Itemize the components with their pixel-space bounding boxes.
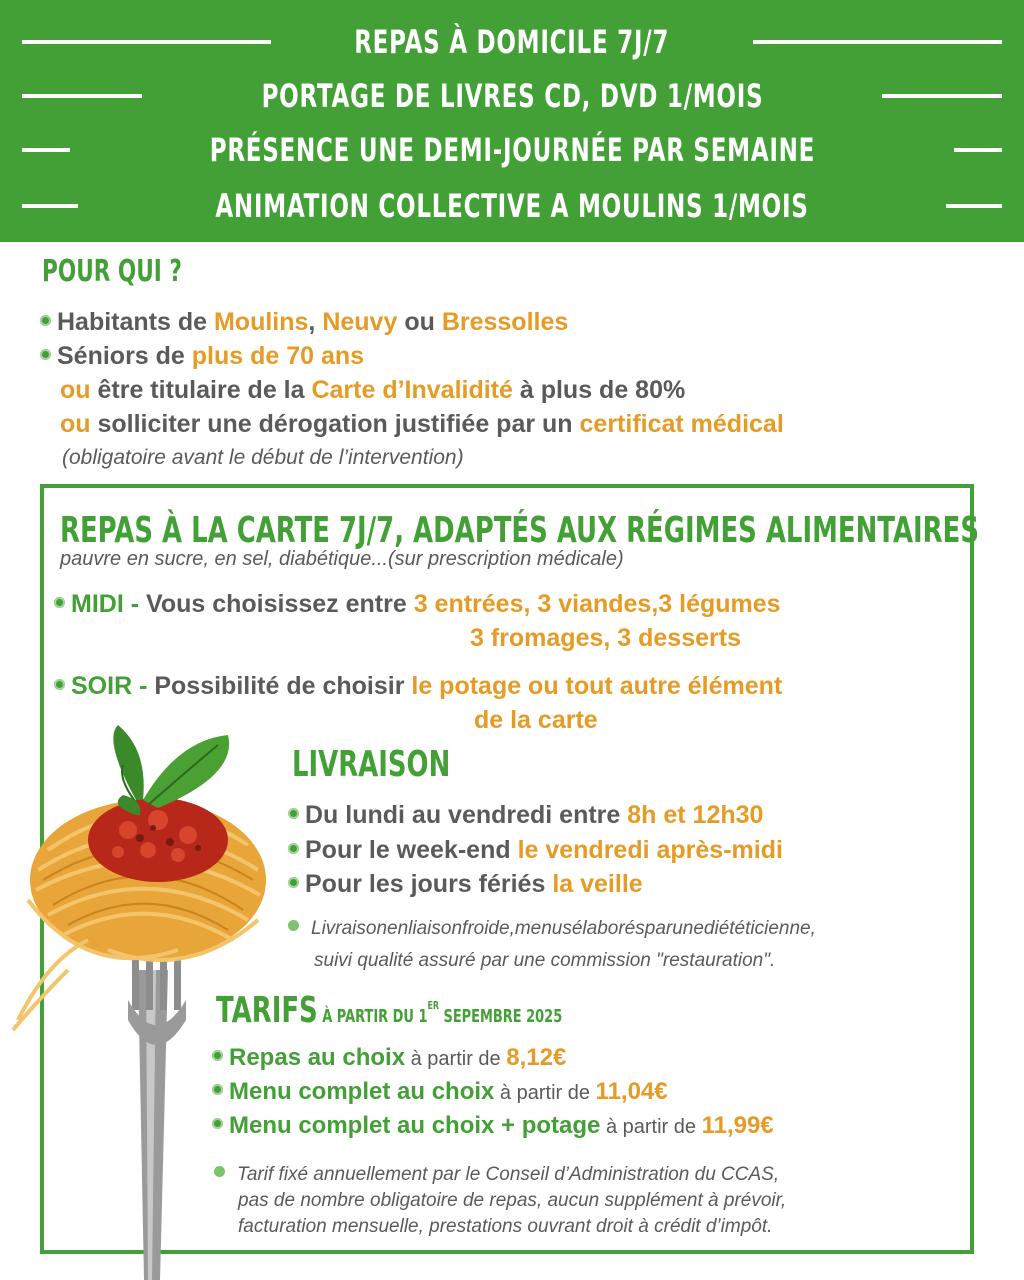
tarifs-note-3: facturation mensuelle, prestations ouvrant droit à crédit d’impôt.	[238, 1216, 773, 1237]
tarifs-heading: TARIFS À PARTIR DU 1ER SEPEMBRE 2025	[216, 990, 563, 1031]
banner-line-1: REPAS À DOMICILE 7J/7	[0, 14, 1024, 70]
bullet-icon	[212, 1050, 223, 1061]
tarif-line-2: Menu complet au choix à partir de 11,04€	[212, 1078, 668, 1106]
repas-heading: REPAS À LA CARTE 7J/7, ADAPTÉS AUX RÉGIMES ALIMENTAIRES	[60, 510, 979, 551]
bullet-icon	[212, 1118, 223, 1129]
livraison-line-2: Pour le week-end le vendredi après-midi	[288, 836, 783, 865]
tarif-line-1: Repas au choix à partir de 8,12€	[212, 1044, 566, 1072]
pour-qui-line-3: ou être titulaire de la Carte d’Invalidité à plus de 80%	[60, 376, 686, 404]
bullet-icon	[40, 315, 51, 326]
livraison-line-1: Du lundi au vendredi entre 8h et 12h30	[288, 801, 763, 830]
midi-line: MIDI - Vous choisissez entre 3 entrées, 3 viandes,3 légumes	[54, 590, 781, 619]
livraison-note-1: Livraisonenliaisonfroide,menusélaborésparunediététicienne,	[288, 918, 816, 940]
bullet-icon	[288, 920, 299, 931]
bullet-icon	[288, 843, 299, 854]
banner-line-4: ANIMATION COLLECTIVE A MOULINS 1/MOIS	[0, 178, 1024, 234]
header-banner	[0, 0, 1024, 242]
pour-qui-line-4: ou solliciter une dérogation justifiée par un certificat médical	[60, 410, 784, 438]
tarif-line-3: Menu complet au choix + potage à partir de 11,99€	[212, 1112, 774, 1140]
bullet-icon	[288, 808, 299, 819]
bullet-icon	[212, 1084, 223, 1095]
soir-line-2: de la carte	[474, 706, 598, 734]
bullet-icon	[54, 679, 65, 690]
tarifs-note-2: pas de nombre obligatoire de repas, aucun supplément à prévoir,	[238, 1190, 787, 1211]
bullet-icon	[288, 877, 299, 888]
tarifs-note-1: Tarif fixé annuellement par le Conseil d’Administration du CCAS,	[214, 1164, 779, 1186]
pour-qui-note: (obligatoire avant le début de l’intervention)	[62, 446, 464, 469]
pour-qui-line-1: Habitants de Moulins, Neuvy ou Bressolles	[40, 308, 568, 337]
repas-subtitle: pauvre en sucre, en sel, diabétique...(sur prescription médicale)	[60, 548, 624, 570]
pour-qui-line-2: Séniors de plus de 70 ans	[40, 342, 364, 371]
pour-qui-heading: POUR QUI ?	[42, 254, 182, 289]
livraison-line-3: Pour les jours fériés la veille	[288, 870, 643, 899]
livraison-note-2: suivi qualité assuré par une commission "restauration".	[314, 950, 776, 971]
livraison-heading: LIVRAISON	[292, 744, 451, 785]
midi-line-2: 3 fromages, 3 desserts	[470, 624, 741, 652]
bullet-icon	[54, 597, 65, 608]
soir-line: SOIR - Possibilité de choisir le potage ou tout autre élément	[54, 672, 782, 701]
bullet-icon	[214, 1166, 225, 1177]
banner-line-3: PRÉSENCE UNE DEMI-JOURNÉE PAR SEMAINE	[0, 122, 1024, 178]
bullet-icon	[40, 349, 51, 360]
banner-line-2: PORTAGE DE LIVRES CD, DVD 1/MOIS	[0, 68, 1024, 124]
